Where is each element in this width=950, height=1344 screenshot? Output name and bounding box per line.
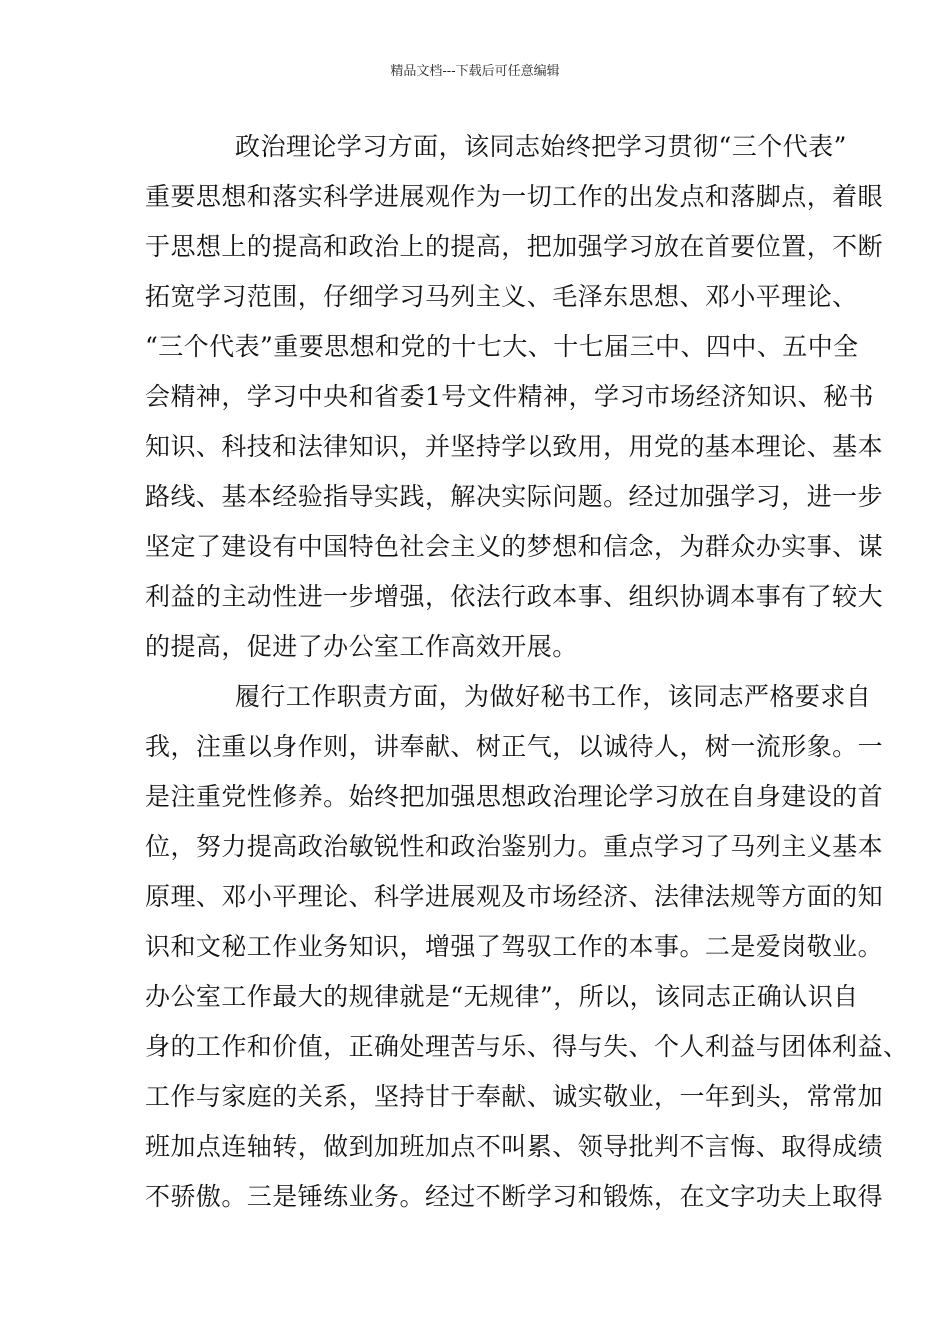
paragraph-political-study bbox=[145, 122, 884, 672]
paragraph-line: 不骄傲。三是锤练业务。经过不断学习和锻炼，在文字功夫上取得 bbox=[145, 1182, 884, 1211]
paragraph-line: 坚定了建设有中国特色社会主义的梦想和信念，为群众办实事、谋 bbox=[145, 532, 884, 561]
paragraph-line: “三个代表”重要思想和党的十七大、十七届三中、四中、五中全 bbox=[145, 332, 859, 361]
paragraph-line: 政治理论学习方面，该同志始终把学习贯彻“三个代表” bbox=[235, 132, 847, 161]
paragraph-line: 是注重党性修养。始终把加强思想政治理论学习放在自身建设的首 bbox=[145, 782, 884, 811]
paragraph-line: 拓宽学习范围，仔细学习马列主义、毛泽东思想、邓小平理论、 bbox=[145, 282, 858, 311]
paragraph-job-duties bbox=[145, 672, 909, 1222]
paragraph-line: 会精神，学习中央和省委1号文件精神，学习市场经济知识、秘书 bbox=[145, 382, 874, 411]
paragraph-line: 位，努力提高政治敏锐性和政治鉴别力。重点学习了马列主义基本 bbox=[145, 832, 884, 861]
page-header: 精品文档---下载后可任意编辑 bbox=[390, 64, 560, 79]
paragraph-line: 于思想上的提高和政治上的提高，把加强学习放在首要位置，不断 bbox=[145, 232, 884, 261]
paragraph-line: 办公室工作最大的规律就是“无规律”，所以，该同志正确认识自 bbox=[145, 982, 859, 1011]
paragraph-line: 履行工作职责方面，为做好秘书工作，该同志严格要求自 bbox=[235, 682, 872, 711]
paragraph-line: 原理、邓小平理论、科学进展观及市场经济、法律法规等方面的知 bbox=[145, 882, 884, 911]
paragraph-line: 知识、科技和法律知识，并坚持学以致用，用党的基本理论、基本 bbox=[145, 432, 884, 461]
paragraph-line: 我，注重以身作则，讲奉献、树正气，以诚待人，树一流形象。一 bbox=[145, 732, 884, 761]
document-body bbox=[145, 122, 909, 1222]
paragraph-line: 路线、基本经验指导实践，解决实际问题。经过加强学习，进一步 bbox=[145, 482, 884, 511]
paragraph-line: 班加点连轴转，做到加班加点不叫累、领导批判不言悔、取得成绩 bbox=[145, 1132, 884, 1161]
paragraph-line: 的提高，促进了办公室工作高效开展。 bbox=[145, 632, 578, 661]
paragraph-line: 身的工作和价值，正确处理苦与乐、得与失、个人利益与团体利益、 bbox=[145, 1032, 909, 1061]
paragraph-line: 识和文秘工作业务知识，增强了驾驭工作的本事。二是爱岗敬业。 bbox=[145, 932, 884, 961]
paragraph-line: 利益的主动性进一步增强，依法行政本事、组织协调本事有了较大 bbox=[145, 582, 884, 611]
paragraph-line: 重要思想和落实科学进展观作为一切工作的出发点和落脚点，着眼 bbox=[145, 182, 884, 211]
paragraph-line: 工作与家庭的关系，坚持甘于奉献、诚实敬业，一年到头，常常加 bbox=[145, 1082, 884, 1111]
